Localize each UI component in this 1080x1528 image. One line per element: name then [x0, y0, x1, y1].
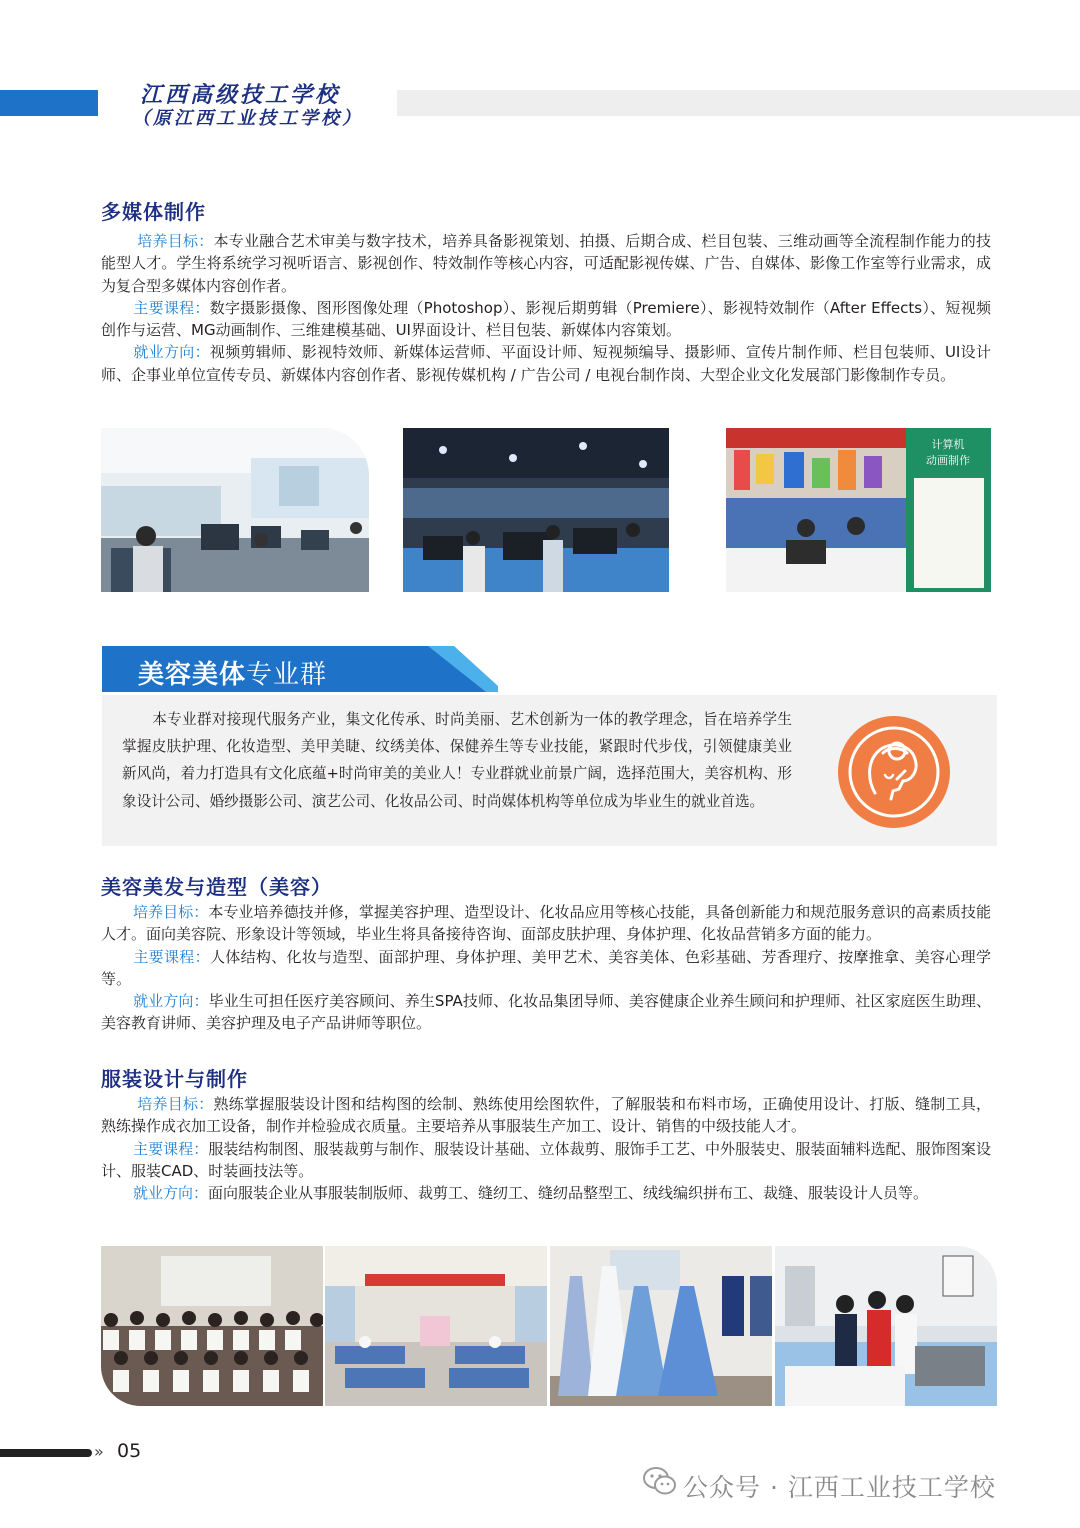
- beauty-career: [101, 990, 991, 1035]
- beauty-courses-text: 人体结构、化妆与造型、面部护理、身体护理、美甲艺术、美容美体、色彩基础、芳香理疗、按摩推拿、美容心理学等。: [101, 947, 991, 988]
- courses-label: 主要课程：: [133, 947, 210, 966]
- classroom-photo-1: [101, 428, 369, 592]
- exhibition-photo: [726, 428, 991, 592]
- dress-display-photo: [550, 1246, 772, 1406]
- multimedia-goal: [101, 230, 991, 297]
- watermark-text: 公众号 · 江西工业技工学校: [683, 1473, 996, 1502]
- banner-title-bold: 美容美体: [138, 660, 247, 690]
- multimedia-title: 多媒体制作: [101, 200, 206, 224]
- multimedia-goal-text: 本专业融合艺术审美与数字技术，培养具备影视策划、拍摄、后期合成、栏目包装、三维动画等全流程制作能力的技能型人才。学生将系统学习视听语言、影视创作、特效制作等核心内容，可适配影视传媒、广告、自媒体、影像工作室等行业需求，成为复合型多媒体内容创作者。: [101, 232, 991, 295]
- header-gray-bar: [397, 90, 1080, 116]
- fashion-goal-text: 熟练掌握服装设计图和结构图的绘制、熟练使用绘图软件，了解服装和布料市场，正确使用设计、打版、缝制工具，熟练操作成衣加工设备，制作并检验成衣质量。主要培养从事服装生产加工、设计、销售的中级技能人才。: [101, 1095, 991, 1136]
- multimedia-career-text: 视频剪辑师、影视特效师、新媒体运营师、平面设计师、短视频编导、摄影师、宣传片制作师、栏目包装师、UI设计师、企事业单位宣传专员、新媒体内容创作者、影视传媒机构 / 广告公司 / 电视台制作岗、大型企业文化发展部门影像制作专员。: [101, 343, 991, 384]
- career-label: 就业方向：: [133, 992, 209, 1011]
- beauty-section: [101, 901, 991, 1035]
- graduates-photo: [101, 1246, 323, 1406]
- courses-label: 主要课程：: [133, 298, 210, 317]
- wechat-icon: [643, 1466, 677, 1496]
- goal-label: 培养目标：: [137, 232, 214, 250]
- beauty-group-intro: [122, 706, 792, 815]
- board-line-2: 动画制作: [926, 454, 970, 467]
- page-number: 05: [117, 1440, 142, 1462]
- multimedia-section: [101, 230, 991, 386]
- beauty-goal-text: 本专业培养德技并修，掌握美容护理、造型设计、化妆品应用等核心技能，具备创新能力和规范服务意识的高素质技能人才。面向美容院、形象设计等领域，毕业生将具备接待咨询、面部皮肤护理、身体护理、化妆品营销多方面的能力。: [101, 903, 991, 944]
- header-accent-bar: [0, 90, 98, 116]
- fashion-goal: [101, 1093, 991, 1138]
- multimedia-courses-text: 数字摄影摄像、图形图像处理（Photoshop）、影视后期剪辑（Premiere）、影视特效制作（After Effects）、短视频创作与运营、MG动画制作、三维建模基础、UI界面设计、栏目包装、新媒体内容策划。: [101, 298, 991, 340]
- fashion-title: 服装设计与制作: [101, 1067, 248, 1091]
- beauty-group-intro-text: 本专业群对接现代服务产业，集文化传承、时尚美丽、艺术创新为一体的教学理念，旨在培养学生掌握皮肤护理、化妆造型、美甲美睫、纹绣美体、保健养生等专业技能，紧跟时代步伐，引领健康美业新风尚，着力打造具有文化底蕴+时尚审美的美业人！专业群就业前景广阔，选择范围大，美容机构、形象设计公司、婚纱摄影公司、演艺公司、化妆品公司、时尚媒体机构等单位成为毕业生的就业首选。: [122, 711, 792, 810]
- banner-title-rest: 专业群: [246, 660, 328, 690]
- beauty-classroom-photo: [325, 1246, 547, 1406]
- fashion-career-text: 面向服装企业从事服装制版师、裁剪工、缝纫工、缝纫品整型工、绒线编织拼布工、裁缝、服装设计人员等。: [208, 1184, 929, 1203]
- goal-label: 培养目标：: [137, 1095, 214, 1113]
- sewing-workshop-photo: [775, 1246, 997, 1406]
- banner-title: [138, 654, 327, 691]
- goal-label: 培养目标：: [133, 903, 209, 921]
- school-name: 江西高级技工学校: [140, 82, 341, 108]
- multimedia-courses: [101, 297, 991, 342]
- courses-label: 主要课程：: [133, 1139, 209, 1158]
- footer-chevron-icon: »: [94, 1442, 101, 1461]
- fashion-career: [101, 1182, 991, 1204]
- footer-bar: [0, 1449, 92, 1457]
- former-school-name: （原江西工业技工学校）: [132, 108, 363, 129]
- career-label: 就业方向：: [133, 1184, 209, 1203]
- beauty-face-icon: [837, 715, 951, 829]
- beauty-career-text: 毕业生可担任医疗美容顾问、养生SPA技师、化妆品集团导师、美容健康企业养生顾问和护理师、社区家庭医生助理、美容教育讲师、美容护理及电子产品讲师等职位。: [101, 992, 991, 1033]
- classroom-photo-2: [403, 428, 669, 592]
- beauty-title: 美容美发与造型（美容）: [101, 875, 332, 899]
- board-line-1: 计算机: [931, 438, 965, 451]
- fashion-section: [101, 1093, 991, 1204]
- career-label: 就业方向：: [133, 343, 210, 362]
- fashion-courses-text: 服装结构制图、服装裁剪与制作、服装设计基础、立体裁剪、服饰手工艺、中外服装史、服装面辅料选配、服饰图案设计、服装CAD、时装画技法等。: [101, 1139, 991, 1180]
- multimedia-career: [101, 341, 991, 386]
- fashion-courses: [101, 1138, 991, 1183]
- beauty-courses: [101, 946, 991, 991]
- beauty-goal: [101, 901, 991, 946]
